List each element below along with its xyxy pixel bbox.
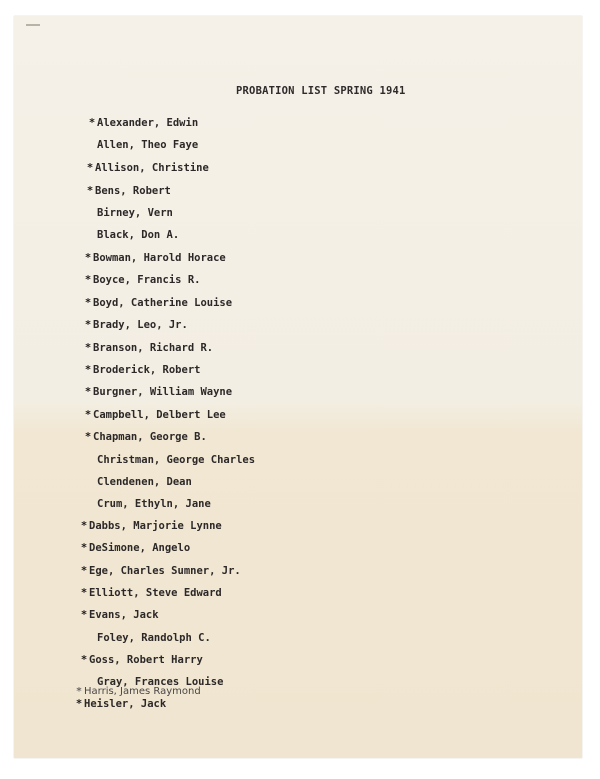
list-item — [79, 518, 222, 534]
student-name: DeSimone, Angelo — [89, 542, 191, 554]
student-name: Evans, Jack — [89, 609, 159, 621]
student-name: Harris, James Raymond — [84, 686, 201, 697]
document-page — [14, 16, 582, 758]
student-name: Chapman, George B. — [93, 431, 207, 443]
asterisk-marker: * — [80, 609, 88, 621]
list-item — [85, 160, 209, 176]
student-name: Branson, Richard R. — [93, 342, 214, 354]
asterisk-marker: * — [86, 185, 94, 197]
list-item — [83, 407, 226, 423]
list-item — [87, 452, 255, 468]
list-item — [79, 585, 222, 601]
student-name: Campbell, Delbert Lee — [93, 409, 226, 421]
list-item — [87, 115, 198, 131]
asterisk-marker: * — [80, 587, 88, 599]
student-name: Alexander, Edwin — [97, 117, 199, 129]
student-name: Allison, Christine — [95, 162, 209, 174]
asterisk-marker: * — [84, 297, 92, 309]
student-name: Boyd, Catherine Louise — [93, 297, 233, 309]
asterisk-marker: * — [84, 409, 92, 421]
asterisk-marker: * — [84, 342, 92, 354]
probation-list — [14, 16, 582, 758]
list-item — [83, 429, 207, 445]
list-item — [87, 205, 173, 221]
student-name: Dabbs, Marjorie Lynne — [89, 520, 222, 532]
asterisk-marker: * — [75, 698, 83, 710]
list-item — [85, 183, 171, 199]
student-name: Gray, Frances Louise — [97, 676, 224, 688]
student-name: Foley, Randolph C. — [97, 632, 211, 644]
list-item — [87, 227, 179, 243]
list-item — [87, 137, 198, 153]
student-name: Clendenen, Dean — [97, 476, 192, 488]
asterisk-marker: * — [84, 431, 92, 443]
asterisk-marker: * — [88, 117, 96, 129]
student-name: Burgner, William Wayne — [93, 386, 233, 398]
list-item — [79, 652, 203, 668]
asterisk-marker: * — [80, 654, 88, 666]
list-item — [79, 540, 190, 556]
asterisk-marker: * — [84, 274, 92, 286]
student-name: Black, Don A. — [97, 229, 180, 241]
student-name: Christman, George Charles — [97, 454, 256, 466]
student-name: Elliott, Steve Edward — [89, 587, 222, 599]
list-item — [83, 317, 188, 333]
list-item — [83, 295, 232, 311]
asterisk-marker: * — [84, 252, 92, 264]
list-item — [83, 340, 213, 356]
student-name: Boyce, Francis R. — [93, 274, 201, 286]
page-title: PROBATION LIST SPRING 1941 — [236, 85, 406, 97]
list-item — [83, 250, 226, 266]
list-item — [87, 630, 211, 646]
asterisk-marker: * — [84, 319, 92, 331]
list-item — [74, 696, 166, 712]
list-item — [83, 362, 200, 378]
asterisk-marker: * — [84, 364, 92, 376]
asterisk-marker: * — [80, 542, 88, 554]
student-name: Ege, Charles Sumner, Jr. — [89, 565, 241, 577]
asterisk-marker: * — [84, 386, 92, 398]
student-name: Crum, Ethyln, Jane — [97, 498, 211, 510]
asterisk-marker: * — [80, 565, 88, 577]
student-name: Broderick, Robert — [93, 364, 201, 376]
student-name: Bowman, Harold Horace — [93, 252, 226, 264]
student-name: Goss, Robert Harry — [89, 654, 203, 666]
list-item — [87, 474, 192, 490]
list-item — [83, 272, 200, 288]
student-name: Bens, Robert — [95, 185, 171, 197]
student-name: Heisler, Jack — [84, 698, 167, 710]
asterisk-marker: * — [86, 162, 94, 174]
list-item — [79, 563, 241, 579]
list-item — [79, 607, 159, 623]
list-item — [83, 384, 232, 400]
asterisk-marker: * — [76, 686, 82, 697]
student-name: Birney, Vern — [97, 207, 173, 219]
list-item — [87, 496, 211, 512]
asterisk-marker: * — [80, 520, 88, 532]
student-name: Allen, Theo Faye — [97, 139, 199, 151]
student-name: Brady, Leo, Jr. — [93, 319, 188, 331]
